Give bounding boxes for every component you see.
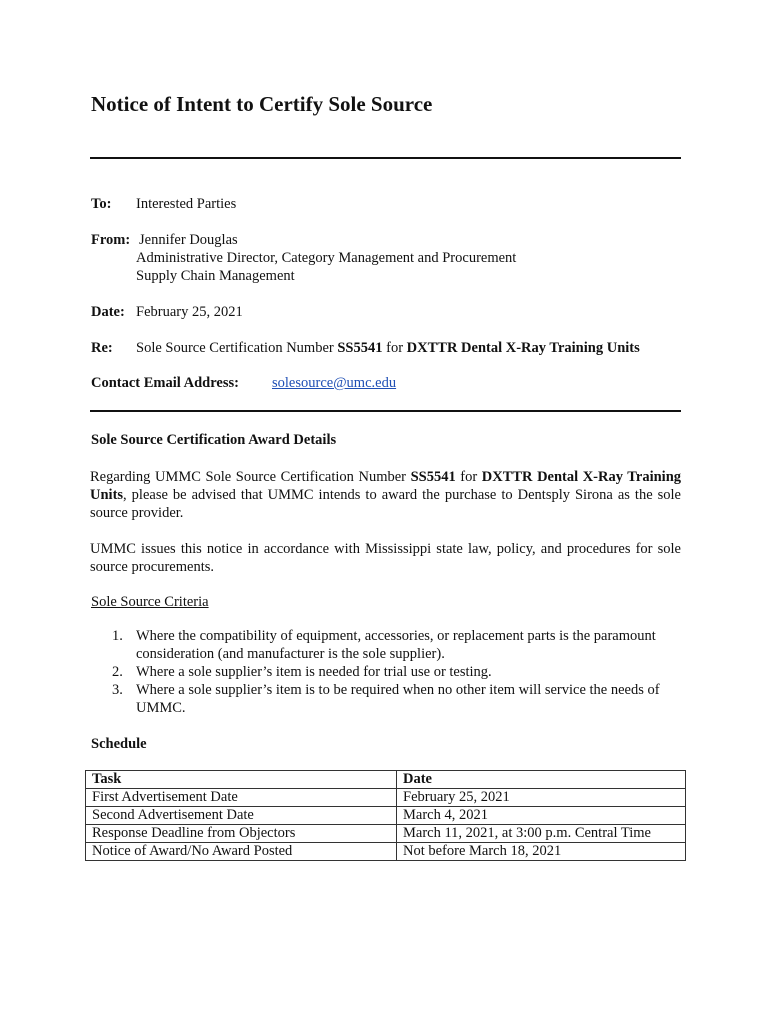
schedule-heading: Schedule bbox=[91, 736, 147, 752]
award-paragraph-2: UMMC issues this notice in accordance with Mississippi state law, policy, and procedures for sole source procurements. bbox=[90, 541, 681, 575]
re-value bbox=[136, 340, 640, 357]
task-cell: First Advertisement Date bbox=[86, 789, 397, 807]
contact-email-line bbox=[272, 375, 396, 392]
criteria-item-number: 2. bbox=[112, 664, 123, 680]
task-cell: Second Advertisement Date bbox=[86, 807, 397, 825]
award-p1-suffix: , please be advised that UMMC intends to award the purchase to Dentsply Sirona as the sole source provider. bbox=[90, 487, 681, 521]
contact-label-line bbox=[91, 375, 239, 392]
award-paragraph-1 bbox=[90, 468, 681, 522]
award-p1-number: SS5541 bbox=[410, 469, 456, 485]
document-title: Notice of Intent to Certify Sole Source bbox=[91, 92, 433, 116]
re-prefix: Sole Source Certification Number bbox=[136, 340, 338, 356]
date-label-line bbox=[91, 304, 125, 321]
from-title: Administrative Director, Category Management and Procurement bbox=[136, 250, 517, 266]
criteria-item-number: 1. bbox=[112, 628, 123, 644]
to-label: To: bbox=[91, 196, 112, 212]
criteria-item-text: Where the compatibility of equipment, accessories, or replacement parts is the paramount consideration (and manufacturer is the sole supplier). bbox=[136, 628, 656, 662]
re-item: DXTTR Dental X-Ray Training Units bbox=[406, 340, 640, 356]
contact-label: Contact Email Address: bbox=[91, 375, 239, 391]
criteria-item-number: 3. bbox=[112, 682, 123, 698]
schedule-table bbox=[85, 770, 686, 861]
column-header-task: Task bbox=[86, 771, 397, 789]
criteria-title: Sole Source Criteria bbox=[91, 594, 209, 610]
header-divider bbox=[90, 157, 681, 159]
award-p1-for: for bbox=[455, 469, 482, 485]
date-cell: Not before March 18, 2021 bbox=[397, 843, 686, 861]
award-p1-prefix: Regarding UMMC Sole Source Certification Number bbox=[90, 469, 411, 485]
criteria-item bbox=[90, 663, 681, 681]
from-department: Supply Chain Management bbox=[136, 268, 295, 284]
re-for: for bbox=[382, 340, 407, 356]
date-value: February 25, 2021 bbox=[136, 304, 243, 320]
award-heading: Sole Source Certification Award Details bbox=[91, 432, 337, 448]
from-label: From: bbox=[91, 232, 131, 248]
table-row bbox=[86, 825, 686, 843]
date-cell: March 11, 2021, at 3:00 p.m. Central Time bbox=[397, 825, 686, 843]
criteria-item bbox=[90, 681, 681, 717]
criteria-list bbox=[90, 627, 681, 717]
criteria-item-text: Where a sole supplier’s item is needed for trial use or testing. bbox=[136, 664, 492, 680]
to-line bbox=[91, 196, 111, 213]
criteria-item-text: Where a sole supplier’s item is to be required when no other item will service the needs of UMMC. bbox=[136, 682, 660, 716]
table-row bbox=[86, 807, 686, 825]
task-cell: Response Deadline from Objectors bbox=[86, 825, 397, 843]
criteria-item bbox=[90, 627, 681, 663]
date-cell: March 4, 2021 bbox=[397, 807, 686, 825]
to-value: Interested Parties bbox=[136, 196, 237, 212]
date-label: Date: bbox=[91, 304, 125, 320]
task-cell: Notice of Award/No Award Posted bbox=[86, 843, 397, 861]
re-label: Re: bbox=[91, 340, 113, 356]
table-row bbox=[86, 843, 686, 861]
from-name: Jennifer Douglas bbox=[139, 232, 238, 248]
re-label-line bbox=[91, 340, 113, 357]
date-cell: February 25, 2021 bbox=[397, 789, 686, 807]
table-row bbox=[86, 789, 686, 807]
contact-divider bbox=[90, 410, 681, 412]
table-header-row bbox=[86, 771, 686, 789]
award-p1-item: DXTTR Dental X-Ray Training Units bbox=[90, 469, 682, 503]
from-label-line bbox=[91, 232, 130, 249]
column-header-date: Date bbox=[397, 771, 686, 789]
contact-email-link[interactable]: solesource@umc.edu bbox=[272, 375, 397, 391]
re-number: SS5541 bbox=[337, 340, 383, 356]
